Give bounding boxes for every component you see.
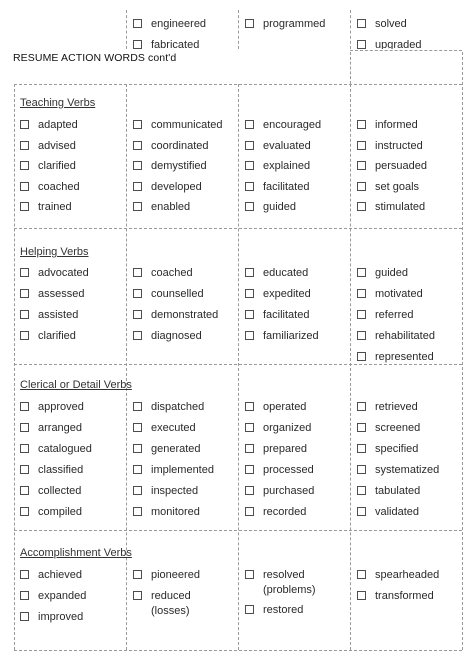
section-title: Teaching Verbs — [20, 97, 96, 109]
checkbox[interactable] — [357, 40, 366, 49]
item-label: processed — [263, 464, 314, 476]
checkbox[interactable] — [357, 465, 366, 474]
item-label: specified — [375, 443, 419, 455]
checkbox[interactable] — [245, 120, 254, 129]
item-label: familiarized — [263, 330, 319, 342]
item-label: enabled — [151, 201, 191, 213]
item-label: assessed — [38, 288, 85, 300]
checkbox[interactable] — [357, 444, 366, 453]
item-label: diagnosed — [151, 330, 202, 342]
checkbox[interactable] — [20, 591, 29, 600]
checkbox[interactable] — [20, 507, 29, 516]
row-divider — [14, 84, 462, 85]
item-label: classified — [38, 464, 84, 476]
checkbox[interactable] — [245, 310, 254, 319]
item-label: coordinated — [151, 139, 209, 152]
column-divider — [238, 84, 239, 650]
checkbox[interactable] — [245, 444, 254, 453]
row-divider — [350, 50, 462, 51]
checkbox[interactable] — [245, 402, 254, 411]
item-label: educated — [263, 267, 309, 279]
checkbox[interactable] — [20, 120, 29, 129]
item-label: fabricated — [151, 39, 200, 49]
item-label: screened — [375, 422, 421, 434]
checkbox[interactable] — [133, 570, 142, 579]
checkbox[interactable] — [133, 331, 142, 340]
item-label: recorded — [263, 506, 307, 518]
checkbox[interactable] — [133, 591, 142, 600]
checkbox[interactable] — [133, 289, 142, 298]
item-label: executed — [151, 422, 196, 434]
checkbox[interactable] — [20, 141, 29, 150]
column-divider — [14, 84, 15, 650]
item-label: facilitated — [263, 180, 310, 193]
section-title: Helping Verbs — [20, 246, 89, 258]
item-label: inspected — [151, 485, 199, 497]
item-label: programmed — [263, 18, 326, 30]
checkbox[interactable] — [20, 310, 29, 319]
item-label: informed — [375, 119, 418, 131]
item-label: improved — [38, 611, 84, 623]
item-label: expanded — [38, 590, 87, 602]
section-title: Accomplishment Verbs — [20, 547, 132, 559]
item-label: reduced (losses) — [151, 590, 191, 617]
item-label: explained — [263, 160, 311, 172]
item-label: operated — [263, 401, 307, 413]
checkbox[interactable] — [245, 465, 254, 474]
checkbox[interactable] — [357, 507, 366, 516]
checkbox[interactable] — [245, 202, 254, 211]
row-divider — [14, 650, 462, 651]
item-label: coached — [38, 180, 80, 193]
item-label: instructed — [375, 139, 423, 152]
item-label: guided — [263, 201, 297, 213]
checkbox[interactable] — [357, 352, 366, 361]
item-label: facilitated — [263, 309, 310, 321]
item-label: spearheaded — [375, 569, 440, 581]
checkbox[interactable] — [133, 120, 142, 129]
item-label: advocated — [38, 267, 89, 279]
checkbox[interactable] — [357, 570, 366, 579]
column-divider — [350, 84, 351, 650]
checkbox[interactable] — [133, 402, 142, 411]
checkbox[interactable] — [357, 486, 366, 495]
item-label: adapted — [38, 119, 78, 131]
checkbox[interactable] — [357, 268, 366, 277]
checkbox[interactable] — [20, 202, 29, 211]
checkbox[interactable] — [245, 268, 254, 277]
checkbox[interactable] — [133, 465, 142, 474]
item-label: solved — [375, 18, 407, 30]
checkbox[interactable] — [20, 612, 29, 621]
checkbox[interactable] — [245, 331, 254, 340]
item-label: demystified — [151, 160, 207, 172]
checkbox[interactable] — [20, 268, 29, 277]
checkbox[interactable] — [357, 423, 366, 432]
checkbox[interactable] — [133, 141, 142, 150]
checkbox[interactable] — [245, 507, 254, 516]
item-label: counselled — [151, 288, 204, 300]
item-label: advised — [38, 139, 76, 152]
item-label: compiled — [38, 506, 83, 518]
checkbox[interactable] — [133, 40, 142, 49]
item-label: dispatched — [151, 401, 205, 413]
item-label: pioneered — [151, 569, 200, 581]
item-label: referred — [375, 309, 414, 321]
item-label: organized — [263, 422, 312, 434]
column-divider — [238, 10, 239, 49]
checkbox[interactable] — [133, 19, 142, 28]
item-label: trained — [38, 201, 72, 213]
column-divider — [126, 84, 127, 650]
checkbox[interactable] — [133, 182, 142, 191]
item-label: clarified — [38, 330, 76, 342]
item-label: achieved — [38, 569, 83, 581]
checkbox[interactable] — [357, 310, 366, 319]
column-divider — [350, 10, 351, 49]
checkbox[interactable] — [357, 289, 366, 298]
item-label: prepared — [263, 443, 308, 455]
item-label: rehabilitated — [375, 330, 435, 342]
row-divider — [14, 228, 462, 229]
checkbox[interactable] — [20, 570, 29, 579]
checkbox[interactable] — [133, 507, 142, 516]
checkbox[interactable] — [357, 202, 366, 211]
checkbox[interactable] — [20, 444, 29, 453]
item-label: catalogued — [38, 443, 92, 455]
item-label: represented — [375, 351, 434, 363]
item-label: evaluated — [263, 139, 311, 152]
checkbox[interactable] — [20, 331, 29, 340]
item-label: guided — [375, 267, 409, 279]
item-label: coached — [151, 267, 193, 279]
checkbox[interactable] — [245, 605, 254, 614]
checkbox[interactable] — [357, 591, 366, 600]
item-label: arranged — [38, 422, 83, 434]
item-label: tabulated — [375, 485, 421, 497]
checkbox[interactable] — [20, 423, 29, 432]
item-label: upgraded — [375, 39, 422, 49]
checkbox[interactable] — [357, 161, 366, 170]
checkbox[interactable] — [245, 289, 254, 298]
checkbox[interactable] — [133, 444, 142, 453]
item-label: generated — [151, 443, 201, 455]
checkbox[interactable] — [20, 182, 29, 191]
item-label: demonstrated — [151, 309, 219, 321]
checkbox[interactable] — [133, 310, 142, 319]
item-label: validated — [375, 506, 420, 518]
item-label: monitored — [151, 506, 200, 518]
column-divider — [350, 52, 351, 84]
checkbox[interactable] — [20, 465, 29, 474]
checkbox[interactable] — [357, 19, 366, 28]
item-label: transformed — [375, 590, 434, 602]
document-title: RESUME ACTION WORDS cont'd — [13, 52, 177, 64]
checkbox[interactable] — [357, 182, 366, 191]
item-label: approved — [38, 401, 84, 413]
checkbox[interactable] — [245, 570, 254, 579]
item-label: engineered — [151, 18, 207, 30]
item-label: assisted — [38, 309, 79, 321]
item-label: clarified — [38, 160, 76, 172]
item-label: purchased — [263, 485, 315, 497]
checkbox[interactable] — [357, 331, 366, 340]
checkbox[interactable] — [357, 402, 366, 411]
column-divider — [462, 52, 463, 650]
top-partial-rows — [0, 0, 474, 49]
item-label: systematized — [375, 464, 440, 476]
checkbox[interactable] — [20, 402, 29, 411]
checkbox[interactable] — [20, 161, 29, 170]
checkbox[interactable] — [20, 289, 29, 298]
item-label: resolved (problems) — [263, 569, 316, 596]
item-label: set goals — [375, 180, 420, 193]
item-label: encouraged — [263, 119, 322, 131]
item-label: restored — [263, 604, 304, 616]
item-label: stimulated — [375, 201, 426, 213]
item-label: developed — [151, 180, 202, 193]
checkbox[interactable] — [133, 161, 142, 170]
checkbox[interactable] — [133, 202, 142, 211]
row-divider — [14, 530, 462, 531]
item-label: retrieved — [375, 401, 418, 413]
column-divider — [126, 10, 127, 49]
item-label: persuaded — [375, 160, 427, 172]
checkbox[interactable] — [245, 161, 254, 170]
item-label: communicated — [151, 119, 223, 131]
checkbox[interactable] — [245, 182, 254, 191]
checkbox[interactable] — [245, 141, 254, 150]
checkbox[interactable] — [357, 141, 366, 150]
checkbox[interactable] — [133, 423, 142, 432]
checkbox[interactable] — [20, 486, 29, 495]
checkbox[interactable] — [133, 268, 142, 277]
section-title: Clerical or Detail Verbs — [20, 379, 132, 391]
item-label: expedited — [263, 288, 311, 300]
checkbox[interactable] — [133, 486, 142, 495]
checkbox[interactable] — [245, 423, 254, 432]
item-label: motivated — [375, 288, 423, 300]
checkbox[interactable] — [245, 19, 254, 28]
item-label: implemented — [151, 464, 214, 476]
checkbox[interactable] — [245, 486, 254, 495]
checkbox[interactable] — [357, 120, 366, 129]
item-label: collected — [38, 485, 82, 497]
